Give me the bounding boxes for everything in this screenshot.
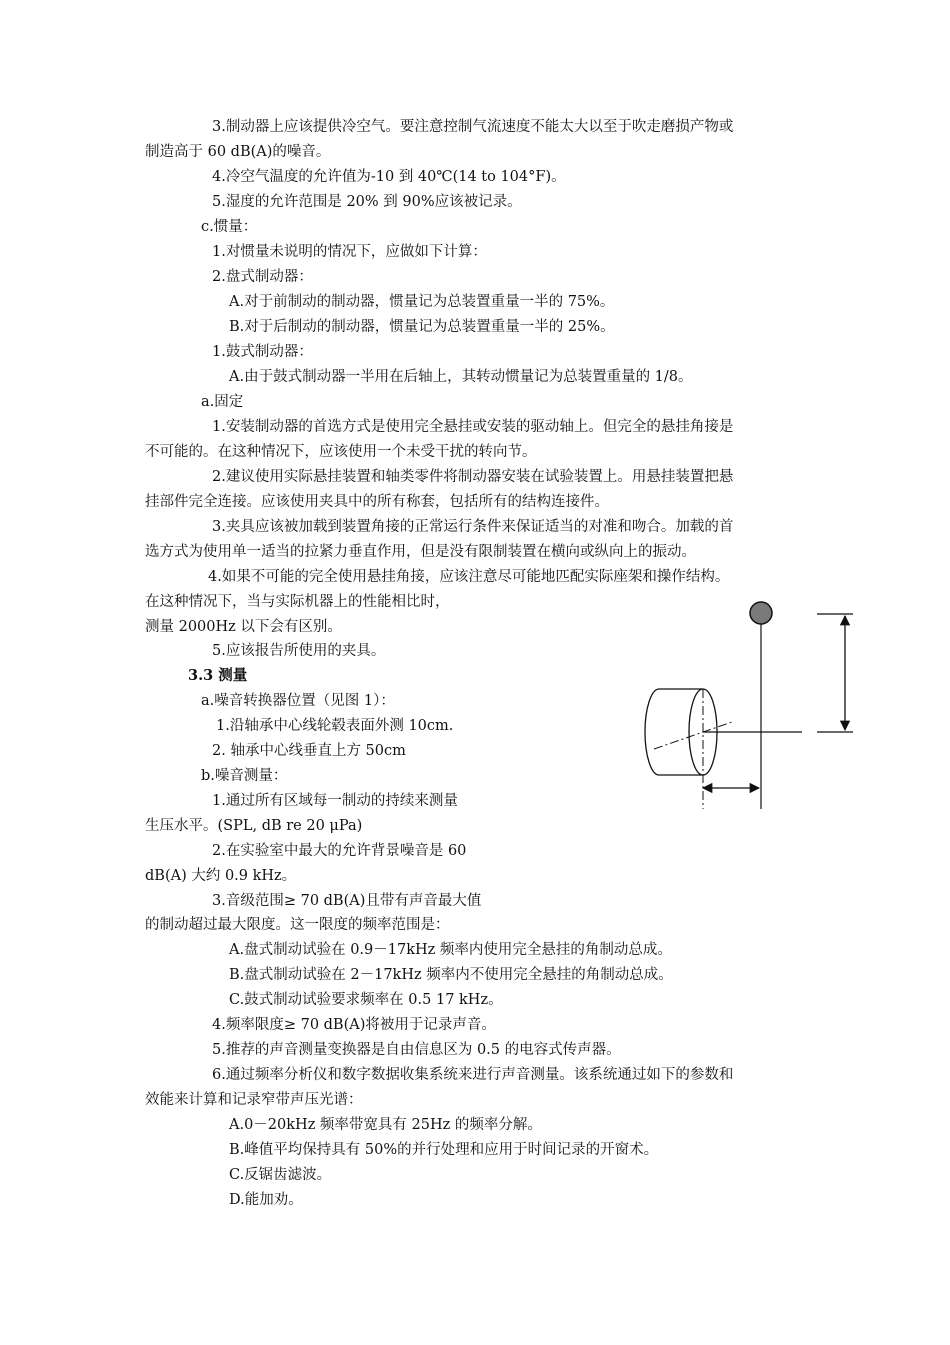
text-line: B.对于后制动的制动器，惯量记为总装置重量一半的 25%。: [229, 319, 615, 335]
text-line: 效能来计算和记录窄带声压光谱：: [145, 1092, 363, 1108]
text-line: 1.鼓式制动器：: [212, 344, 313, 360]
text-line: c.惯量：: [201, 219, 258, 235]
text-line: 制造高于 60 dB(A)的噪音。: [145, 144, 331, 160]
text-line: A.0－20kHz 频率带宽具有 25Hz 的频率分解。: [229, 1117, 542, 1133]
text-line: 2.在实验室中最大的允许背景噪音是 60: [212, 843, 467, 859]
text-line: A.盘式制动试验在 0.9－17kHz 频率内使用完全悬挂的角制动总成。: [229, 942, 672, 958]
text-line: C.鼓式制动试验要求频率在 0.5 17 kHz。: [229, 992, 503, 1008]
text-line: 3.音级范围≥ 70 dB(A)且带有声音最大值: [212, 893, 482, 909]
text-line: 1.对惯量未说明的情况下，应做如下计算：: [212, 244, 487, 260]
text-line: 1.通过所有区域每一制动的持续来测量: [212, 793, 458, 809]
text-line: 不可能的。在这种情况下，应该使用一个未受干扰的转向节。: [145, 444, 537, 460]
text-line: dB(A) 大约 0.9 kHz。: [145, 868, 297, 884]
text-line: 5.应该报告所使用的夹具。: [212, 643, 386, 659]
text-line: b.噪音测量：: [201, 768, 288, 784]
text-line: 3.夹具应该被加载到装置角接的正常运行条件来保证适当的对准和吻合。加载的首: [212, 519, 734, 535]
text-line: 1.沿轴承中心线轮毂表面外测 10cm.: [216, 718, 454, 734]
microphone-position-figure: [640, 597, 865, 815]
text-line: 3.制动器上应该提供冷空气。要注意控制气流速度不能太大以至于吹走磨损产物或: [212, 119, 734, 135]
text-line: 1.安装制动器的首选方式是使用完全悬挂或安装的驱动轴上。但完全的悬挂角接是: [212, 419, 734, 435]
text-line: 2. 轴承中心线垂直上方 50cm: [212, 743, 406, 759]
text-line: B.盘式制动试验在 2－17kHz 频率内不使用完全悬挂的角制动总成。: [229, 967, 673, 983]
text-line: 4.频率限度≥ 70 dB(A)将被用于记录声音。: [212, 1017, 496, 1033]
text-line: 挂部件完全连接。应该使用夹具中的所有称套，包括所有的结构连接件。: [145, 494, 609, 510]
text-line: 的制动超过最大限度。这一限度的频率范围是：: [145, 917, 450, 933]
text-line: B.峰值平均保持具有 50%的并行处理和应用于时间记录的开窗术。: [229, 1142, 659, 1158]
text-line: 4.如果不可能的完全使用悬挂角接，应该注意尽可能地匹配实际座架和操作结构。: [208, 569, 730, 585]
text-line: 6.通过频率分析仪和数字数据收集系统来进行声音测量。该系统通过如下的参数和: [212, 1067, 734, 1083]
text-line: 5.推荐的声音测量变换器是自由信息区为 0.5 的电容式传声器。: [212, 1042, 621, 1058]
text-line: a.固定: [201, 394, 244, 410]
text-line: 测量 2000Hz 以下会有区别。: [145, 619, 342, 635]
text-line: D.能加劝。: [229, 1192, 303, 1208]
microphone-icon: [750, 602, 772, 624]
text-line: 2.建议使用实际悬挂装置和轴类零件将制动器安装在试验装置上。用悬挂装置把悬: [212, 469, 734, 485]
text-line: C.反锯齿滤波。: [229, 1167, 332, 1183]
text-line: 4.冷空气温度的允许值为-10 到 40℃(14 to 104°F)。: [212, 169, 566, 185]
text-line: A.由于鼓式制动器一半用在后轴上，其转动惯量记为总装置重量的 1/8。: [229, 369, 693, 385]
text-line: 在这种情况下，当与实际机器上的性能相比时，: [145, 594, 450, 610]
text-line: a.噪音转换器位置（见图 1）：: [201, 693, 395, 709]
text-line: 选方式为使用单一适当的拉紧力垂直作用，但是没有限制装置在横向或纵向上的振动。: [145, 544, 696, 560]
text-line: A.对于前制动的制动器，惯量记为总装置重量一半的 75%。: [229, 294, 615, 310]
section-heading: 3.3 测量: [188, 667, 248, 684]
text-line: 2.盘式制动器：: [212, 269, 313, 285]
text-line: 生压水平。(SPL, dB re 20 μPa): [145, 818, 363, 834]
text-line: 5.湿度的允许范围是 20% 到 90%应该被记录。: [212, 194, 522, 210]
